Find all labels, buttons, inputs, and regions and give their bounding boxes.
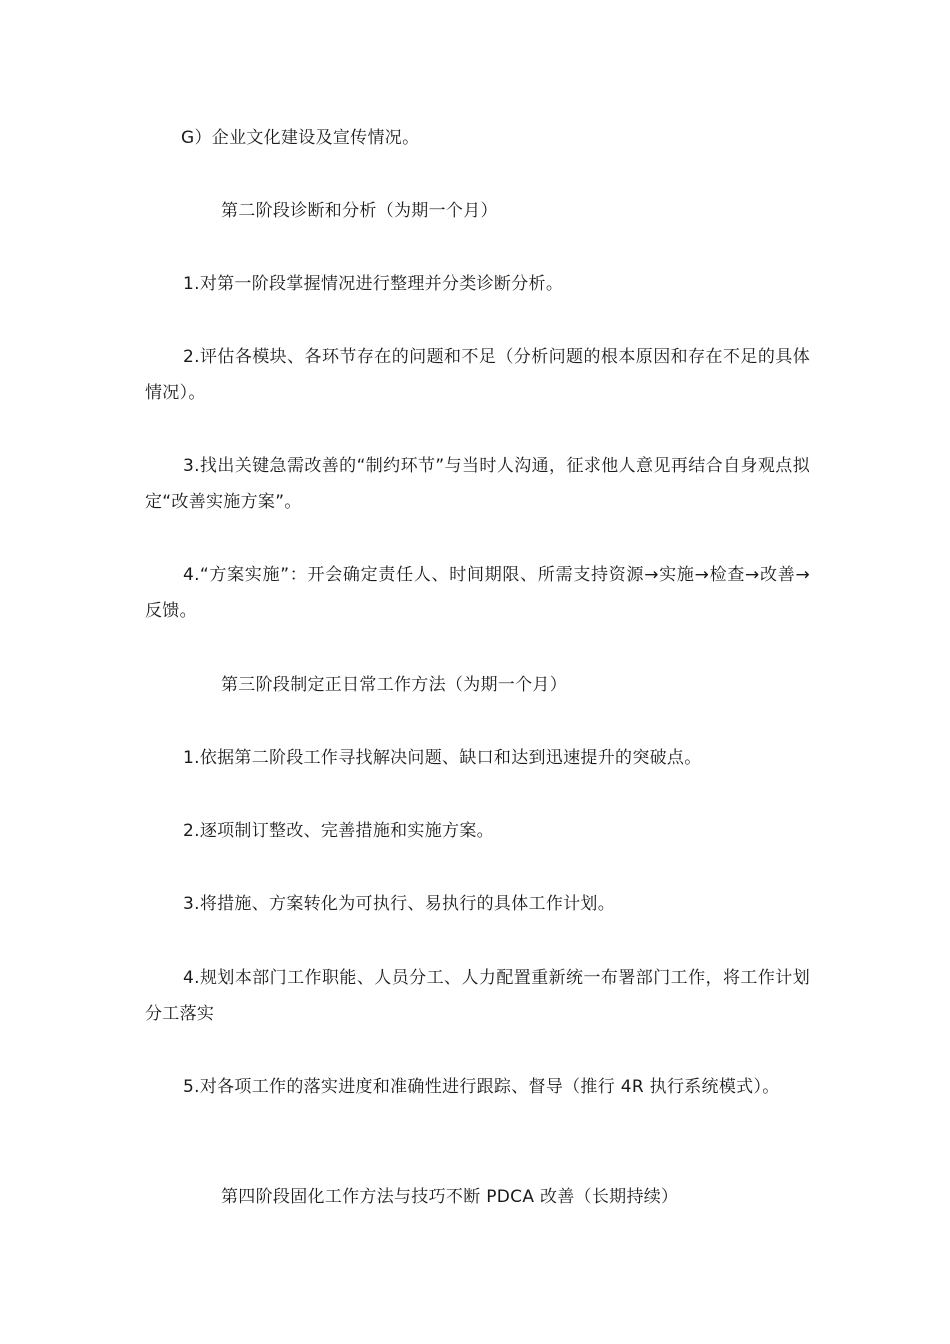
heading-stage-four: 第四阶段固化工作方法与技巧不断 PDCA 改善（长期持续） [221,1187,679,1207]
paragraph-stage-two-item-4: 4.“方案实施”：开会确定责任人、时间期限、所需支持资源→实施→检查→改善→反馈。 [145,565,810,621]
paragraph-stage-two-item-2: 2.评估各模块、各环节存在的问题和不足（分析问题的根本原因和存在不足的具体情况）。 [145,347,810,403]
heading-stage-two: 第二阶段诊断和分析（为期一个月） [221,201,498,221]
paragraph-stage-three-item-4: 4.规划本部门工作职能、人员分工、人力配置重新统一布署部门工作，将工作计划分工落实 [145,968,810,1024]
paragraph-culture-item: G）企业文化建设及宣传情况。 [181,128,420,148]
paragraph-stage-three-item-1: 1.依据第二阶段工作寻找解决问题、缺口和达到迅速提升的突破点。 [183,748,702,768]
paragraph-stage-three-item-3: 3.将措施、方案转化为可执行、易执行的具体工作计划。 [183,894,616,914]
heading-stage-three: 第三阶段制定正日常工作方法（为期一个月） [221,675,567,695]
paragraph-stage-three-item-2: 2.逐项制订整改、完善措施和实施方案。 [183,821,494,841]
paragraph-stage-three-item-5: 5.对各项工作的落实进度和准确性进行跟踪、督导（推行 4R 执行系统模式）。 [183,1077,780,1097]
paragraph-stage-two-item-1: 1.对第一阶段掌握情况进行整理并分类诊断分析。 [183,274,564,294]
paragraph-stage-two-item-3: 3.找出关键急需改善的“制约环节”与当时人沟通，征求他人意见再结合自身观点拟定“改善实施方案”。 [145,456,810,512]
